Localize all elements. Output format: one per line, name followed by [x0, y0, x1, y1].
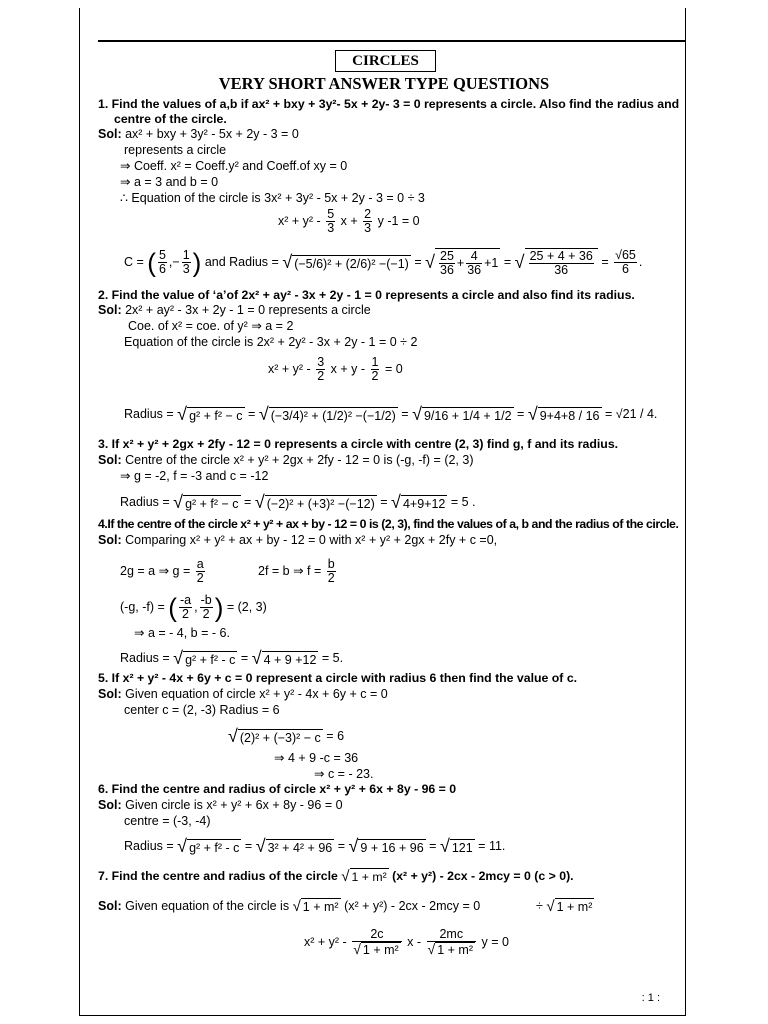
sol-label: Sol: — [98, 303, 122, 317]
q1-equation: ax² + bxy + 3y² - 5x + 2y - 3 = 0 — [125, 127, 299, 141]
q2-sol-line-3: Equation of the circle is 2x² + 2y² - 3x + 2y - 1 = 0 ÷ 2 — [124, 335, 418, 349]
square-root: √ g² + f² - c — [173, 648, 236, 668]
fraction: $\frac{5}{3}$ — [327, 207, 335, 235]
fraction: $\frac{-b}{2}$ — [200, 593, 212, 621]
q4-sol-line-1: Sol: Comparing x² + y² + ax + by - 12 = 0 with x² + y² + 2gx + 2fy + c =0, — [98, 533, 498, 547]
square-root: √ (2)² + (−3)² − c — [228, 726, 321, 746]
question-3: 3. If x² + y² + 2gx + 2fy - 12 = 0 represents a circle with centre (2, 3) find g, f and its radius. — [98, 437, 619, 451]
square-root: √ 3² + 4² + 96 — [255, 836, 333, 856]
sol-label: Sol: — [98, 687, 122, 701]
q2-sol-line-2: Coe. of x² = coe. of y² ⇒ a = 2 — [128, 319, 294, 333]
q4-centre: (-g, -f) = ( $\frac{-a}{2}$ , $\frac{-b}{2}$ ) = (2, 3) — [120, 592, 267, 623]
square-root: √ (−2)² + (+3)² −(−12) — [254, 492, 375, 512]
q3-sol-line-2: ⇒ g = -2, f = -3 and c = -12 — [120, 469, 269, 483]
square-root: √ 9/16 + 1/4 + 1/2 — [412, 404, 512, 424]
q3-sol-line-1: Sol: Centre of the circle x² + y² + 2gx + 2fy - 12 = 0 is (-g, -f) = (2, 3) — [98, 453, 474, 467]
square-root: √ 1 + m² — [427, 941, 473, 957]
q5-radius-equation: √ (2)² + (−3)² − c = 6 — [228, 726, 345, 746]
square-root: √ 4+9+12 — [391, 492, 446, 512]
square-root: √ 9 + 16 + 96 — [348, 836, 424, 856]
q1-centre-radius: C = ( $\frac{5}{6}$ ,− $\frac{1}{3}$ ) and Radius = √ (−5/6)² + (2/6)² −(−1) = √ $\frac{25}{36}$ + $\frac{4}{36}$ +1 = √ $\frac{25 + 4 + 36}{36}$ = $\frac{√65}{6}$ . — [124, 247, 643, 278]
fraction: $\frac{a}{2}$ — [196, 557, 204, 585]
q2-sol-line-1: Sol: 2x² + ay² - 3x + 2y - 1 = 0 represents a circle — [98, 303, 371, 317]
fraction: $\frac{b}{2}$ — [327, 557, 335, 585]
q1-sol-line-1 — [98, 127, 299, 142]
q4-g-value: 2g = a ⇒ g = $\frac{a}{2}$ — [120, 557, 204, 585]
question-4: 4.If the centre of the circle x² + y² + ax + by - 12 = 0 is (2, 3), find the values of a, b and the radius of the circle. — [98, 517, 679, 531]
square-root: √ 1 + m² — [546, 898, 593, 915]
q6-radius: Radius = √ g² + f² - c = √ 3² + 4² + 96 = √ 9 + 16 + 96 = √ 121 = 11. — [124, 836, 506, 856]
section-subtitle: VERY SHORT ANSWER TYPE QUESTIONS — [218, 74, 550, 93]
fraction: $\frac{2mc}{\text{√ 1 + m²}}$ — [427, 928, 476, 957]
q3-radius: Radius = √ g² + f² − c = √ (−2)² + (+3)² −(−12) = √ 4+9+12 = 5 . — [120, 492, 476, 512]
question-7: 7. Find the centre and radius of the circle √ 1 + m² (x² + y²) - 2cx - 2mcy = 0 (c > 0). — [98, 868, 574, 885]
square-root: √ g² + f² − c — [177, 404, 243, 424]
page-title: CIRCLES — [335, 50, 436, 72]
fraction: $\frac{5}{6}$ — [158, 248, 166, 276]
fraction: $\frac{-a}{2}$ — [179, 593, 192, 621]
q1-normalized-equation: x² + y² - $\frac{5}{3}$ x + $\frac{2}{3}$ y -1 = 0 — [278, 207, 420, 235]
q4-sol-line-2: ⇒ a = - 4, b = - 6. — [134, 626, 230, 640]
question-1: 1. Find the values of a,b if ax² + bxy + 3y²- 5x + 2y- 3 = 0 represents a circle. Also find the radius and — [98, 97, 680, 111]
fraction: $\frac{1}{3}$ — [182, 248, 190, 276]
square-root: √ 1 + m² — [292, 898, 339, 915]
sol-label: Sol: — [98, 798, 122, 812]
q4-f-value: 2f = b ⇒ f = $\frac{b}{2}$ — [258, 557, 335, 585]
square-root: √ (−3/4)² + (1/2)² −(−1/2) — [258, 404, 396, 424]
question-2: 2. Find the value of ‘a’of 2x² + ay² - 3x + 2y - 1 = 0 represents a circle and also find its radius. — [98, 288, 635, 302]
q5-sol-line-2: center c = (2, -3) Radius = 6 — [124, 703, 280, 717]
q1-sol-line-3: ⇒ Coeff. x² = Coeff.y² and Coeff.of xy = 0 — [120, 159, 348, 173]
fraction: $\frac{2}{3}$ — [364, 207, 372, 235]
square-root: √ 121 — [439, 836, 473, 856]
q5-sol-line-4: ⇒ c = - 23. — [314, 767, 374, 781]
square-root: √ 1 + m² — [353, 941, 399, 957]
q2-normalized-equation: x² + y² - $\frac{3}{2}$ x + y - $\frac{1}{2}$ = 0 — [268, 355, 403, 383]
q6-sol-line-2: centre = (-3, -4) — [124, 814, 211, 828]
square-root: √ 9+4+8 / 16 — [527, 404, 600, 424]
header-rule — [98, 40, 686, 42]
q5-sol-line-3: ⇒ 4 + 9 -c = 36 — [274, 751, 359, 765]
fraction: $\frac{1}{2}$ — [371, 355, 379, 383]
q2-radius: Radius = √ g² + f² − c = √ (−3/4)² + (1/2)² −(−1/2) = √ 9/16 + 1/4 + 1/2 = √ 9+4+8 / 16 = √21 / 4. — [124, 404, 658, 424]
square-root: √ 1 + m² — [341, 868, 387, 885]
square-root: √ 4 + 9 +12 — [251, 648, 317, 668]
sol-label: Sol: — [98, 898, 122, 913]
q1-sol-line-2: represents a circle — [124, 143, 227, 157]
q7-sol-line-1: Sol: Given equation of the circle is √ 1 + m² (x² + y²) - 2cx - 2mcy = 0 — [98, 898, 481, 915]
square-root: √ g² + f² − c — [173, 492, 239, 512]
q5-sol-line-1: Sol: Given equation of circle x² + y² - 4x + 6y + c = 0 — [98, 687, 388, 701]
fraction: $\frac{2c}{\text{√ 1 + m²}}$ — [352, 928, 401, 957]
square-root: √ g² + f² - c — [177, 836, 240, 856]
q1-sol-line-5: ∴ Equation of the circle is 3x² + 3y² - 5x + 2y - 3 = 0 ÷ 3 — [120, 191, 425, 205]
square-root: √ (−5/6)² + (2/6)² −(−1) — [282, 252, 409, 272]
q7-divide-note: ÷ √ 1 + m² — [536, 898, 593, 915]
question-6: 6. Find the centre and radius of circle x² + y² + 6x + 8y - 96 = 0 — [98, 782, 457, 796]
fraction: $\frac{3}{2}$ — [317, 355, 325, 383]
sol-label: Sol: — [98, 533, 122, 547]
question-1-cont: centre of the circle. — [114, 112, 227, 126]
square-root: √ $\frac{25}{36}$ + $\frac{4}{36}$ +1 — [425, 249, 499, 277]
square-root: √ $\frac{25 + 4 + 36}{36}$ — [515, 248, 598, 277]
sol-label: Sol: — [98, 453, 122, 467]
q6-sol-line-1: Sol: Given circle is x² + y² + 6x + 8y - 96 = 0 — [98, 798, 343, 812]
fraction: $\frac{√65}{6}$ — [615, 248, 636, 276]
page-number: : 1 : — [641, 992, 660, 1004]
sol-label: Sol: — [98, 127, 122, 141]
q7-normalized-equation: x² + y² - $\frac{2c}{\text{√ 1 + m²}}$ x - $\frac{2mc}{\text{√ 1 + m²}}$ y = 0 — [304, 927, 509, 957]
q4-radius: Radius = √ g² + f² - c = √ 4 + 9 +12 = 5. — [120, 648, 344, 668]
q1-sol-line-4: ⇒ a = 3 and b = 0 — [120, 175, 219, 189]
question-5: 5. If x² + y² - 4x + 6y + c = 0 represent a circle with radius 6 then find the value of c. — [98, 671, 578, 685]
